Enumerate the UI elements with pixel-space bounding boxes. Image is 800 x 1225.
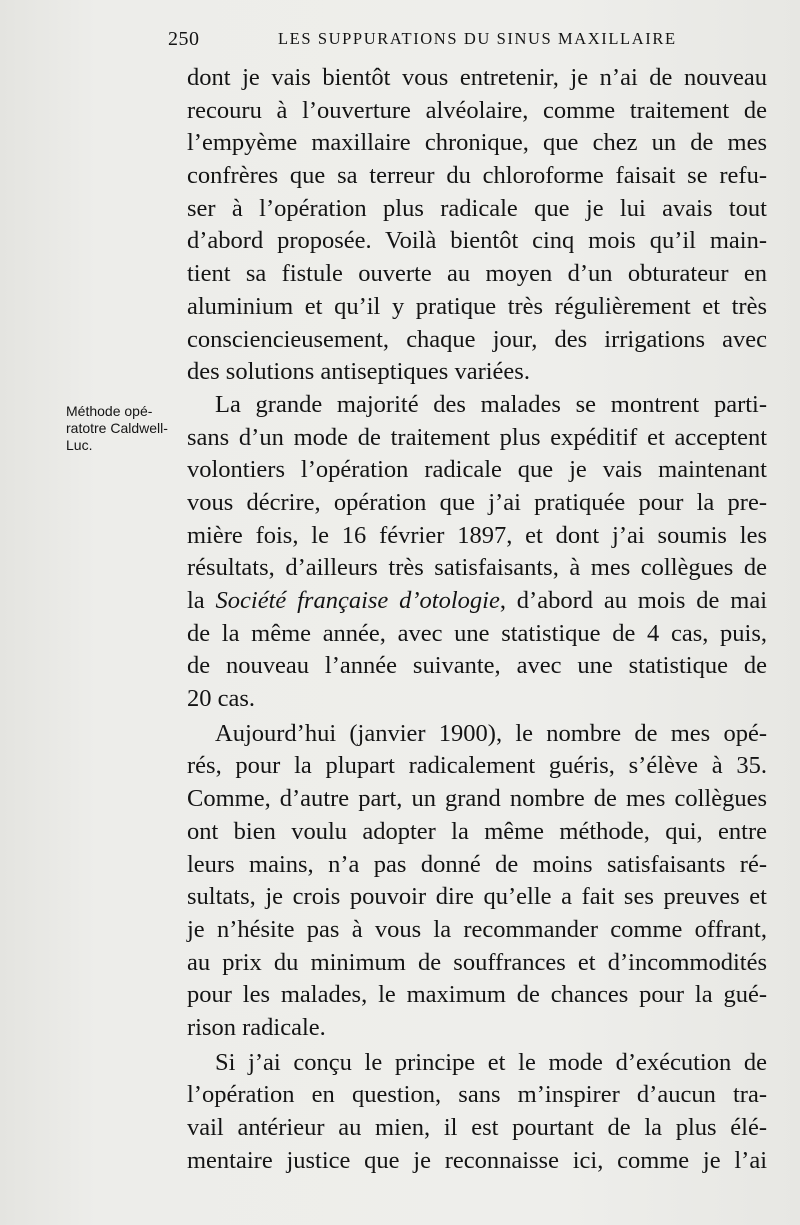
page-number: 250	[168, 28, 200, 50]
text-line: pour les malades, le maximum de chances pour la gué-	[187, 981, 767, 1009]
text-line-with-italic	[187, 585, 767, 618]
margin-note	[66, 403, 184, 454]
text-line: au prix du minimum de souffrances et d’incommodités	[187, 948, 767, 976]
text-fragment: la	[187, 587, 216, 614]
text-line: sans d’un mode de traitement plus expéditif et acceptent	[187, 423, 767, 451]
text-line: confrères que sa terreur du chloroforme faisait se refu-	[187, 162, 767, 190]
text-line: Aujourd’hui (janvier 1900), le nombre de mes opé-	[215, 719, 767, 747]
text-line: mentaire justice que je reconnaisse ici, comme je l’ai	[187, 1146, 767, 1174]
text-line: d’abord proposée. Voilà bientôt cinq mois qu’il main-	[187, 227, 767, 255]
text-line: recouru à l’ouverture alvéolaire, comme traitement de	[187, 96, 767, 124]
page-header	[168, 28, 768, 58]
text-line: rison radicale.	[187, 1013, 326, 1041]
text-line: dont je vais bientôt vous entretenir, je n’ai de nouveau	[187, 64, 767, 91]
italic-society-name: Société française d’otologie	[215, 587, 500, 614]
text-line: l’empyème maxillaire chronique, que chez un de mes	[187, 129, 767, 157]
text-line: de la même année, avec une statistique de 4 cas, puis,	[187, 619, 767, 647]
text-line: je n’hésite pas à vous la recommander comme offrant,	[187, 915, 767, 943]
margin-note-line: Luc.	[66, 437, 93, 453]
text-line: des solutions antiseptiques variées.	[187, 358, 530, 386]
text-line: sultats, je crois pouvoir dire qu’elle a fait ses preuves et	[187, 883, 767, 911]
text-line: Comme, d’autre part, un grand nombre de mes collègues	[187, 785, 767, 813]
text-line: Si j’ai conçu le principe et le mode d’exécution de	[215, 1048, 767, 1076]
text-line: La grande majorité des malades se montrent parti-	[215, 390, 767, 418]
margin-note-line: Méthode opé-	[66, 403, 153, 419]
text-line: 20 cas.	[187, 685, 256, 713]
text-line: vail antérieur au mien, il est pourtant de la plus élé-	[187, 1114, 767, 1141]
text-line: ont bien voulu adopter la même méthode, qui, entre	[187, 817, 767, 845]
text-line: volontiers l’opération radicale que je vais maintenant	[187, 456, 767, 484]
text-line: aluminium et qu’il y pratique très régulièrement et très	[187, 292, 767, 320]
text-fragment: , d’abord au mois de mai	[499, 587, 768, 614]
text-line: mière fois, le 16 février 1897, et dont j’ai soumis les	[187, 521, 767, 549]
running-head: LES SUPPURATIONS DU SINUS MAXILLAIRE	[278, 29, 677, 48]
body-text	[187, 62, 767, 1177]
text-line: résultats, d’ailleurs très satisfaisants, à mes collègues de	[187, 554, 767, 582]
text-line: rés, pour la plupart radicalement guéris, s’élève à 35.	[187, 752, 767, 780]
text-line: de nouveau l’année suivante, avec une statistique de	[187, 652, 767, 680]
text-line: tient sa fistule ouverte au moyen d’un obturateur en	[187, 260, 767, 288]
margin-note-line: ratotre Caldwell-	[66, 420, 168, 436]
text-line: leurs mains, n’a pas donné de moins satisfaisants ré-	[187, 850, 767, 878]
text-line: consciencieusement, chaque jour, des irrigations avec	[187, 325, 767, 353]
text-line: l’opération en question, sans m’inspirer d’aucun tra-	[187, 1081, 767, 1109]
text-line: vous décrire, opération que j’ai pratiquée pour la pre-	[187, 488, 767, 516]
text-line: ser à l’opération plus radicale que je lui avais tout	[187, 194, 767, 222]
